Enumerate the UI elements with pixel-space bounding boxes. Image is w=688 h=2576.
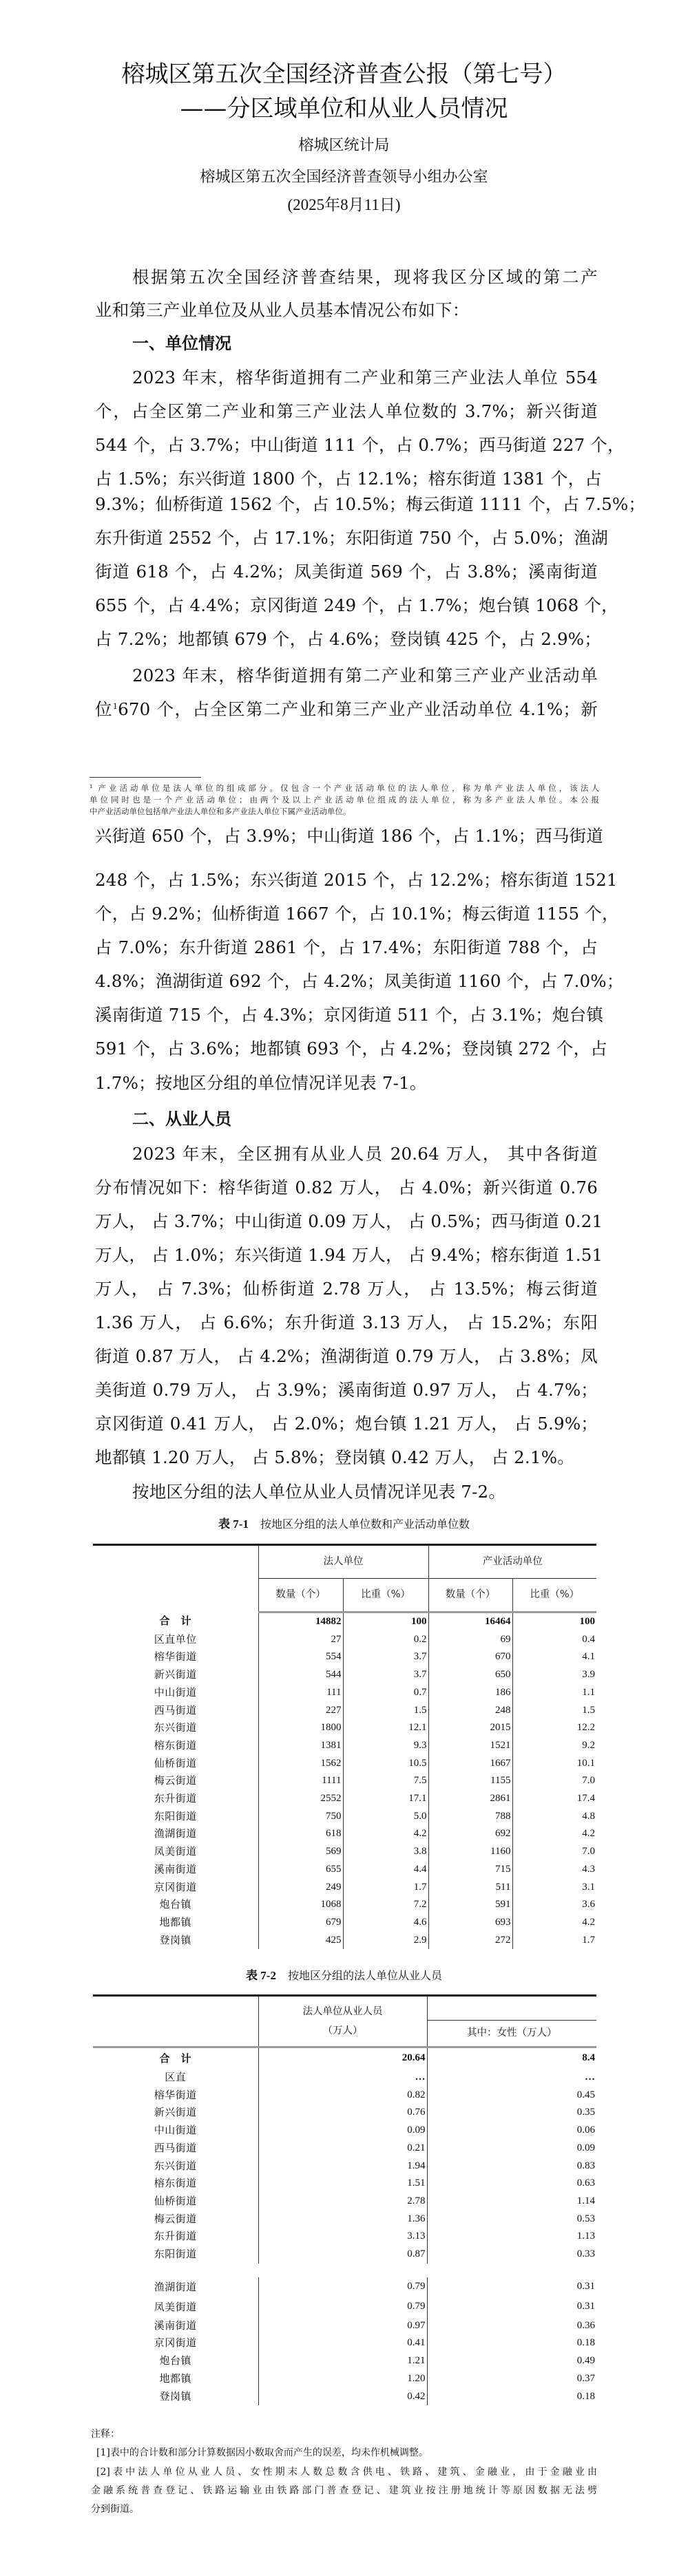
table1-title: 按地区分组的法人单位数和产业活动单位数 <box>260 1518 470 1531</box>
female: 0.06 <box>427 2122 596 2140</box>
paragraph-line: 占 7.2%；地都镇 679 个，占 4.6%；登岗镇 425 个，占 2.9%； <box>95 629 601 649</box>
table-row <box>93 1719 596 1737</box>
legal-count: 679 <box>258 1914 343 1932</box>
legal-count: 1562 <box>258 1755 343 1773</box>
row-name: 溪南街道 <box>154 2319 197 2332</box>
note-line: 金融系统普查登记、铁路运输业由铁路部门普查登记、建筑业按注册地统计等原因数据无法劈 <box>91 2485 597 2496</box>
table-row <box>93 2277 596 2297</box>
row-name: 新兴街道 <box>154 1668 197 1681</box>
paragraph-line: 1.7%；按地区分组的单位情况详见表 7-1。 <box>95 1073 427 1093</box>
footnote-line: 单位同时也是一个产业活动单位；由两个及以上产业活动单位组成的法人单位，称为多产业法人单位。本公报 <box>90 795 599 805</box>
legal-count: 1111 <box>258 1772 343 1790</box>
row-name: 新兴街道 <box>154 2106 197 2119</box>
activity-count: 1155 <box>428 1772 512 1790</box>
table-row <box>93 2246 596 2264</box>
legal-share: 3.8 <box>343 1843 428 1861</box>
legal-share: 3.7 <box>343 1666 428 1684</box>
bulletin-subtitle: ——分区域单位和从业人员情况 <box>180 95 508 123</box>
row-name: 中山街道 <box>154 1685 197 1699</box>
paragraph-line: 个，占 9.2%；仙桥街道 1667 个，占 10.1%；梅云街道 1155 个， <box>95 904 619 924</box>
paragraph-line: 9.3%；仙桥街道 1562 个，占 10.5%；梅云街道 1111 个，占 7.5%； <box>95 494 646 514</box>
table-row <box>93 2297 596 2317</box>
section-heading-employees: 二、从业人员 <box>132 1109 231 1129</box>
row-name: 仙桥街道 <box>154 1756 197 1769</box>
legal-count: 14882 <box>258 1612 343 1631</box>
publish-date: (2025年8月11日) <box>287 196 401 213</box>
table-employees-by-region <box>93 1994 596 2405</box>
legal-share: 1.5 <box>343 1702 428 1720</box>
activity-count: 2861 <box>428 1790 512 1808</box>
legal-count: 111 <box>258 1684 343 1702</box>
employees: 0.79 <box>258 2297 427 2317</box>
activity-share: 4.2 <box>512 1825 596 1843</box>
activity-share: 0.4 <box>512 1631 596 1649</box>
table-row <box>93 2317 596 2335</box>
employees: 0.87 <box>258 2246 427 2264</box>
corner-cell <box>93 1545 258 1612</box>
row-name: 东兴街道 <box>154 1721 197 1734</box>
activity-count: 1667 <box>428 1755 512 1773</box>
table-row <box>93 1879 596 1897</box>
row-name: 地都镇 <box>159 2372 191 2385</box>
table-row <box>93 2069 596 2087</box>
employees: 0.82 <box>258 2087 427 2105</box>
activity-count: 715 <box>428 1861 512 1879</box>
employees: 3.13 <box>258 2228 427 2246</box>
activity-share: 3.6 <box>512 1896 596 1914</box>
table-row <box>93 1825 596 1843</box>
paragraph-line: 万人， 占 3.7%；中山街道 0.09 万人， 占 0.5%；西马街道 0.21 <box>95 1211 603 1231</box>
female: 0.18 <box>427 2334 596 2352</box>
paragraph-line: 地都镇 1.20 万人， 占 5.8%；登岗镇 0.42 万人， 占 2.1%。 <box>95 1447 574 1467</box>
row-name: 西马街道 <box>154 1703 197 1716</box>
activity-share: 4.3 <box>512 1861 596 1879</box>
activity-share: 9.2 <box>512 1737 596 1755</box>
activity-count: 650 <box>428 1666 512 1684</box>
employees: 20.64 <box>258 2047 427 2069</box>
paragraph-line: 溪南街道 715 个，占 4.3%；京冈街道 511 个，占 3.1%；炮台镇 <box>95 1005 604 1025</box>
female: 1.13 <box>427 2228 596 2246</box>
table1-number: 表 7-1 <box>218 1518 249 1531</box>
paragraph-line: 4.8%；渔湖街道 692 个，占 4.2%；凤美街道 1160 个，占 7.0%； <box>95 971 624 991</box>
female: 8.4 <box>427 2047 596 2069</box>
legal-share: 10.5 <box>343 1755 428 1773</box>
row-name: 炮台镇 <box>159 2354 191 2367</box>
intro-line: 根据第五次全国经济普查结果，现将我区分区域的第二产 <box>132 267 598 287</box>
activity-count: 692 <box>428 1825 512 1843</box>
paragraph-line: 按地区分组的法人单位从业人员情况详见表 7-2。 <box>132 1482 506 1502</box>
note-line: [2]表中法人单位从业人员、女性期末人数总数含供电、铁路、建筑、金融业，由于金融业由 <box>96 2467 597 2478</box>
female: 0.18 <box>427 2388 596 2406</box>
female: 0.83 <box>427 2158 596 2175</box>
paragraph-line: 街道 0.87 万人， 占 4.2%；渔湖街道 0.79 万人， 占 3.8%；凤 <box>95 1346 598 1366</box>
footnote-separator <box>90 777 201 778</box>
legal-count: 1800 <box>258 1719 343 1737</box>
paragraph-line: 655 个，占 4.4%；京冈街道 249 个，占 1.7%；炮台镇 1068 个， <box>95 595 618 615</box>
row-name: 京冈街道 <box>154 1880 197 1893</box>
employees: 1.20 <box>258 2370 427 2388</box>
legal-share: 7.5 <box>343 1772 428 1790</box>
bulletin-title: 榕城区第五次全国经济普查公报（第七号） <box>121 61 567 88</box>
table-units-by-region <box>93 1544 596 1949</box>
table-row <box>93 2122 596 2140</box>
employees: 0.79 <box>258 2277 427 2297</box>
paragraph-line: 占 1.5%；东兴街道 1800 个，占 12.1%；榕东街道 1381 个，占 <box>95 469 602 489</box>
row-name: 东阳街道 <box>154 2248 197 2261</box>
row-name: 登岗镇 <box>159 2389 191 2403</box>
row-name: 炮台镇 <box>159 1898 191 1911</box>
activity-share: 7.0 <box>512 1843 596 1861</box>
female: 0.31 <box>427 2277 596 2297</box>
legal-count: 569 <box>258 1843 343 1861</box>
header-spacer <box>427 1996 596 2021</box>
activity-share: 4.2 <box>512 1914 596 1932</box>
activity-share: 10.1 <box>512 1755 596 1773</box>
footnote-ref[interactable]: 1 <box>112 702 118 711</box>
note-line: [1]表中的合计数和部分计算数据因小数取舍而产生的误差，均未作机械调整。 <box>96 2447 428 2458</box>
row-name: 榕东街道 <box>154 1738 197 1752</box>
female: … <box>427 2069 596 2087</box>
header-legal-unit-employees <box>258 1996 427 2047</box>
table-row <box>93 1737 596 1755</box>
header-share: 比重（%） <box>512 1579 596 1612</box>
table1-caption <box>0 1517 688 1532</box>
paragraph-line: 544 个，占 3.7%；中山街道 111 个，占 0.7%；西马街道 227 个， <box>95 435 625 455</box>
row-name: 榕华街道 <box>154 1650 197 1663</box>
section-heading-units: 一、单位情况 <box>132 334 231 353</box>
activity-count: 272 <box>428 1932 512 1950</box>
employees: 0.76 <box>258 2104 427 2122</box>
activity-share: 17.4 <box>512 1790 596 1808</box>
activity-share: 3.9 <box>512 1666 596 1684</box>
table-row <box>93 2104 596 2122</box>
table-row <box>93 2370 596 2388</box>
table-row <box>93 2193 596 2211</box>
employees: 0.97 <box>258 2317 427 2335</box>
legal-count: 554 <box>258 1648 343 1666</box>
paragraph-line: 2023 年末，榕华街道拥有第二产业和第三产业产业活动单 <box>132 666 598 685</box>
legal-count: 2552 <box>258 1790 343 1808</box>
table-row-total <box>93 1612 596 1631</box>
table-row <box>93 2352 596 2370</box>
header-count: 数量（个） <box>428 1579 512 1612</box>
table-row <box>93 1755 596 1773</box>
issuer-statistics-bureau: 榕城区统计局 <box>298 137 390 154</box>
activity-share: 12.2 <box>512 1719 596 1737</box>
header-activity-units: 产业活动单位 <box>428 1545 596 1579</box>
row-name: 登岗镇 <box>159 1933 191 1946</box>
female: 0.36 <box>427 2317 596 2335</box>
legal-share: 2.9 <box>343 1932 428 1950</box>
table-row <box>93 1861 596 1879</box>
legal-share: 4.2 <box>343 1825 428 1843</box>
legal-count: 27 <box>258 1631 343 1649</box>
activity-share: 1.7 <box>512 1932 596 1950</box>
table-row <box>93 1932 596 1950</box>
table-row <box>93 2175 596 2193</box>
legal-share: 7.2 <box>343 1896 428 1914</box>
legal-share: 1.7 <box>343 1879 428 1897</box>
female: 0.33 <box>427 2246 596 2264</box>
row-name: 溪南街道 <box>154 1862 197 1875</box>
table-row <box>93 2334 596 2352</box>
row-name: 合 计 <box>159 1615 191 1628</box>
paragraph-line: 街道 618 个，占 4.2%；凤美街道 569 个，占 3.8%；溪南街道 <box>95 562 598 582</box>
paragraph-line: 东升街道 2552 个，占 17.1%；东阳街道 750 个，占 5.0%；渔湖 <box>95 528 608 548</box>
activity-count: 248 <box>428 1702 512 1720</box>
legal-share: 12.1 <box>343 1719 428 1737</box>
female: 0.53 <box>427 2211 596 2228</box>
paragraph-line: 1.36 万人， 占 6.6%；东升街道 3.13 万人， 占 15.2%；东阳 <box>95 1312 598 1332</box>
female: 0.37 <box>427 2370 596 2388</box>
row-name: 凤美街道 <box>154 2300 197 2313</box>
paragraph-line: 个，占全区第二产业和第三产业法人单位数的 3.7%；新兴街道 <box>95 401 598 421</box>
legal-share: 0.2 <box>343 1631 428 1649</box>
female: 0.49 <box>427 2352 596 2370</box>
employees: 1.94 <box>258 2158 427 2175</box>
row-name: 榕华街道 <box>154 2088 197 2101</box>
table-row <box>93 2087 596 2105</box>
footnote-line: 中产业活动单位包括单产业法人单位和多产业法人单位下属产业活动单位。 <box>90 807 351 816</box>
activity-share: 1.5 <box>512 1702 596 1720</box>
legal-count: 618 <box>258 1825 343 1843</box>
activity-count: 693 <box>428 1914 512 1932</box>
row-name: 京冈街道 <box>154 2337 197 2350</box>
paragraph-line: 591 个，占 3.6%；地都镇 693 个，占 4.2%；登岗镇 272 个，占 <box>95 1039 607 1058</box>
header-female: 其中：女性（万人） <box>427 2020 596 2047</box>
row-name: 合 计 <box>159 2052 191 2065</box>
activity-count: 1521 <box>428 1737 512 1755</box>
legal-share: 3.7 <box>343 1648 428 1666</box>
table-row <box>93 1648 596 1666</box>
activity-share: 100 <box>512 1612 596 1631</box>
table-row <box>93 1684 596 1702</box>
employees: … <box>258 2069 427 2087</box>
table-row <box>93 1666 596 1684</box>
header-count: 数量（个） <box>258 1579 343 1612</box>
footnote-line: ¹ 产业活动单位是法人单位的组成部分。仅包含一个产业活动单位的法人单位，称为单产业法人单位，该法人 <box>90 783 599 793</box>
employees: 1.51 <box>258 2175 427 2193</box>
activity-count: 1160 <box>428 1843 512 1861</box>
legal-count: 750 <box>258 1808 343 1826</box>
legal-share: 5.0 <box>343 1808 428 1826</box>
table-row <box>93 2388 596 2406</box>
row-name: 仙桥街道 <box>154 2194 197 2207</box>
employees: 0.41 <box>258 2334 427 2352</box>
note-line: 分到街道。 <box>91 2504 139 2515</box>
table-row <box>93 1790 596 1808</box>
row-name: 渔湖街道 <box>154 2280 197 2293</box>
legal-count: 425 <box>258 1932 343 1950</box>
legal-share: 9.3 <box>343 1737 428 1755</box>
paragraph-line: 2023 年末，全区拥有从业人员 20.64 万人， 其中各街道 <box>132 1144 598 1164</box>
header-line: （万人） <box>322 2025 363 2036</box>
legal-share: 4.4 <box>343 1861 428 1879</box>
activity-count: 69 <box>428 1631 512 1649</box>
row-name: 东兴街道 <box>154 2159 197 2172</box>
activity-count: 670 <box>428 1648 512 1666</box>
row-name: 西马街道 <box>154 2141 197 2154</box>
row-name: 渔湖街道 <box>154 1827 197 1840</box>
paragraph-line: 万人， 占 1.0%；东兴街道 1.94 万人， 占 9.4%；榕东街道 1.51 <box>95 1245 603 1265</box>
activity-count: 591 <box>428 1896 512 1914</box>
table-row <box>93 1772 596 1790</box>
notes-heading: 注释： <box>91 2429 120 2440</box>
female: 1.14 <box>427 2193 596 2211</box>
text: 位 <box>95 699 113 719</box>
text: 670 个，占全区第二产业和第三产业产业活动单位 4.1%；新 <box>118 699 598 719</box>
legal-count: 227 <box>258 1702 343 1720</box>
paragraph-line: 兴街道 650 个，占 3.9%；中山街道 186 个，占 1.1%；西马街道 <box>95 826 604 846</box>
intro-line: 业和第三产业单位及从业人员基本情况公布如下： <box>95 300 470 320</box>
row-name: 东升街道 <box>154 1792 197 1805</box>
row-name: 地都镇 <box>159 1915 191 1928</box>
paragraph-line: 2023 年末，榕华街道拥有二产业和第三产业法人单位 554 <box>132 368 598 387</box>
activity-share: 4.1 <box>512 1648 596 1666</box>
legal-share: 0.7 <box>343 1684 428 1702</box>
activity-count: 511 <box>428 1879 512 1897</box>
legal-share: 100 <box>343 1612 428 1631</box>
table-row <box>93 1702 596 1720</box>
header-legal-units: 法人单位 <box>258 1545 428 1579</box>
female: 0.09 <box>427 2140 596 2158</box>
employees: 0.42 <box>258 2388 427 2406</box>
row-name: 区直 <box>165 2071 187 2083</box>
legal-share: 17.1 <box>343 1790 428 1808</box>
activity-share: 1.1 <box>512 1684 596 1702</box>
table-row-total <box>93 2047 596 2069</box>
row-name: 中山街道 <box>154 2124 197 2137</box>
header-line: 法人单位从业人员 <box>302 2006 383 2017</box>
table-row <box>93 2211 596 2228</box>
legal-count: 655 <box>258 1861 343 1879</box>
paragraph-line: 万人， 占 7.3%；仙桥街道 2.78 万人， 占 13.5%；梅云街道 <box>95 1279 598 1299</box>
table-row <box>93 1843 596 1861</box>
employees: 2.78 <box>258 2193 427 2211</box>
female: 0.63 <box>427 2175 596 2193</box>
row-name: 榕东街道 <box>154 2177 197 2190</box>
paragraph-line: 占 7.0%；东升街道 2861 个，占 17.4%；东阳街道 788 个，占 <box>95 937 598 957</box>
table-row <box>93 1896 596 1914</box>
activity-share: 7.0 <box>512 1772 596 1790</box>
table2-caption <box>0 1968 688 1983</box>
legal-count: 1381 <box>258 1737 343 1755</box>
legal-count: 544 <box>258 1666 343 1684</box>
table-row <box>93 2228 596 2246</box>
female: 0.35 <box>427 2104 596 2122</box>
activity-share: 3.1 <box>512 1879 596 1897</box>
paragraph-line: 分布情况如下：榕华街道 0.82 万人， 占 4.0%；新兴街道 0.76 <box>95 1178 598 1197</box>
row-name: 梅云街道 <box>154 2212 197 2225</box>
activity-count: 16464 <box>428 1612 512 1631</box>
row-name: 凤美街道 <box>154 1845 197 1858</box>
table-row <box>93 1914 596 1932</box>
employees: 0.09 <box>258 2122 427 2140</box>
row-name: 东升街道 <box>154 2230 197 2243</box>
row-name: 梅云街道 <box>154 1774 197 1787</box>
paragraph-line: 美街道 0.79 万人， 占 3.9%；溪南街道 0.97 万人， 占 4.7%； <box>95 1380 598 1400</box>
paragraph-line: 京冈街道 0.41 万人， 占 2.0%；炮台镇 1.21 万人， 占 5.9%； <box>95 1414 598 1434</box>
issuer-census-office: 榕城区第五次全国经济普查领导小组办公室 <box>200 169 488 186</box>
paragraph-line: 248 个，占 1.5%；东兴街道 2015 个，占 12.2%；榕东街道 1521 <box>95 870 618 890</box>
female: 0.45 <box>427 2087 596 2105</box>
activity-count: 2015 <box>428 1719 512 1737</box>
table-row <box>93 1808 596 1826</box>
activity-count: 186 <box>428 1684 512 1702</box>
table-row <box>93 2158 596 2175</box>
legal-share: 4.6 <box>343 1914 428 1932</box>
paragraph-line <box>95 699 598 720</box>
table2-title: 按地区分组的法人单位从业人员 <box>287 1969 442 1982</box>
activity-count: 788 <box>428 1808 512 1826</box>
legal-count: 249 <box>258 1879 343 1897</box>
table2-number: 表 7-2 <box>246 1969 276 1982</box>
page-gap <box>93 2264 596 2277</box>
female: 0.31 <box>427 2297 596 2317</box>
row-name: 东阳街道 <box>154 1809 197 1822</box>
table-row <box>93 1631 596 1649</box>
row-name: 区直单位 <box>154 1632 197 1646</box>
employees: 1.21 <box>258 2352 427 2370</box>
header-share: 比重（%） <box>343 1579 428 1612</box>
activity-share: 4.8 <box>512 1808 596 1826</box>
table-row <box>93 2140 596 2158</box>
employees: 0.21 <box>258 2140 427 2158</box>
legal-count: 1068 <box>258 1896 343 1914</box>
corner-cell <box>93 1996 258 2047</box>
employees: 1.36 <box>258 2211 427 2228</box>
